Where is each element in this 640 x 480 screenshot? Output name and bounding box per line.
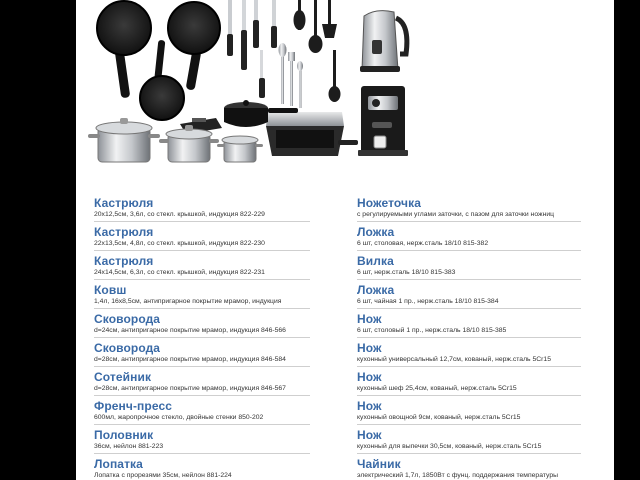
cutlery-icon: [279, 43, 304, 108]
item-title: Нож: [357, 399, 382, 413]
item-title: Сковорода: [94, 341, 161, 355]
list-item: [94, 455, 310, 480]
list-item: [94, 223, 310, 252]
item-title: Нож: [357, 341, 382, 355]
item-title: Сковорода: [94, 312, 161, 326]
item-description: кухонный шеф 25,4см, кованый, нерж.сталь 5Cr15: [357, 385, 517, 392]
item-description: 6 шт, столовый 1 пр., нерж.сталь 18/10 815-385: [357, 327, 507, 334]
item-description: электрический 1,7л, 1850Вт с фунц. поддержания температуры: [357, 472, 559, 479]
item-description: 24x14,5см, 6,3л, со стекл. крышкой, индукция 822-231: [94, 269, 265, 276]
item-description: 1,4л, 16x8,5см, антипригарное покрытие мрамор, индукция: [94, 298, 282, 305]
item-title: Нож: [357, 428, 382, 442]
electric-grill-icon: [266, 112, 358, 156]
item-title: Ложка: [357, 225, 395, 239]
item-description: 600мл, жаропрочное стекло, двойные стенки 850-202: [94, 414, 264, 421]
item-title: Чайник: [357, 457, 401, 471]
divider: [357, 424, 581, 425]
product-list-right: [357, 194, 581, 480]
saute-pan-icon: [140, 40, 184, 120]
product-list-left: [94, 194, 310, 480]
item-description: 22x13,5см, 4,8л, со стекл. крышкой, индукция 822-230: [94, 240, 265, 247]
item-description: 6 шт, столовая, нерж.сталь 18/10 815-382: [357, 240, 489, 247]
coffee-machine-icon: [358, 86, 408, 156]
item-title: Сотейник: [94, 370, 152, 384]
item-description: 6 шт, чайная 1 пр., нерж.сталь 18/10 815-384: [357, 298, 499, 305]
item-description: d=24см, антипригарное покрытие мрамор, индукция 846-566: [94, 327, 286, 334]
list-item: [357, 368, 581, 397]
item-title: Половник: [94, 428, 154, 442]
list-item: [94, 339, 310, 368]
list-item: [94, 194, 310, 223]
list-item: [357, 455, 581, 480]
list-item: [357, 426, 581, 455]
frying-pan-icon: [97, 1, 151, 98]
product-photo: [76, 0, 614, 172]
divider: [94, 453, 310, 454]
divider: [357, 337, 581, 338]
item-title: Кастрюля: [94, 196, 154, 210]
divider: [94, 250, 310, 251]
item-description: d=28см, антипригарное покрытие мрамор, индукция 846-584: [94, 356, 286, 363]
divider: [94, 279, 310, 280]
list-item: [94, 310, 310, 339]
stainless-pot-icon: [88, 118, 160, 162]
item-title: Нож: [357, 312, 382, 326]
item-description: с регулируемыми углами заточки, с пазом для заточки ножниц: [357, 211, 555, 218]
divider: [94, 424, 310, 425]
list-item: [357, 339, 581, 368]
item-title: Кастрюля: [94, 225, 154, 239]
item-title: Ковш: [94, 283, 127, 297]
frying-pan-icon: [168, 2, 220, 91]
list-item: [357, 223, 581, 252]
divider: [357, 279, 581, 280]
item-title: Кастрюля: [94, 254, 154, 268]
divider: [94, 308, 310, 309]
list-item: [357, 310, 581, 339]
item-title: Ножеточка: [357, 196, 421, 210]
divider: [94, 221, 310, 222]
item-title: Ложка: [357, 283, 395, 297]
divider: [357, 366, 581, 367]
item-title: Френч-пресс: [94, 399, 172, 413]
item-description: 20x12,5см, 3,6л, со стекл. крышкой, индукция 822-229: [94, 211, 265, 218]
item-description: d=28см, антипригарное покрытие мрамор, индукция 846-567: [94, 385, 286, 392]
list-item: [94, 281, 310, 310]
item-description: кухонный для выпечки 30,5см, кованый, нерж.сталь 5Cr15: [357, 443, 542, 450]
list-item: [94, 426, 310, 455]
divider: [357, 453, 581, 454]
divider: [357, 395, 581, 396]
list-item: [94, 397, 310, 426]
knife-set-icon: [227, 0, 277, 98]
stainless-pot-icon: [217, 136, 263, 162]
item-description: кухонный овощной 9см, кованый, нерж.сталь 5Cr15: [357, 414, 521, 421]
item-title: Вилка: [357, 254, 394, 268]
item-title: Нож: [357, 370, 382, 384]
divider: [94, 366, 310, 367]
divider: [94, 337, 310, 338]
list-item: [357, 281, 581, 310]
stainless-pot-icon: [159, 125, 219, 162]
divider: [357, 250, 581, 251]
catalog-page: [76, 0, 614, 480]
divider: [357, 221, 581, 222]
list-item: [94, 252, 310, 281]
divider: [94, 395, 310, 396]
item-description: кухонный универсальный 12,7см, кованый, нерж.сталь 5Cr15: [357, 356, 551, 363]
list-item: [357, 194, 581, 223]
list-item: [94, 368, 310, 397]
divider: [357, 308, 581, 309]
list-item: [357, 252, 581, 281]
item-description: 6 шт, нерж.сталь 18/10 815-383: [357, 269, 456, 276]
item-description: Лопатка с прорезями 35см, нейлон 881-224: [94, 472, 232, 479]
item-title: Лопатка: [94, 457, 143, 471]
list-item: [357, 397, 581, 426]
electric-kettle-icon: [360, 11, 407, 72]
item-description: 36см, нейлон 881-223: [94, 443, 164, 450]
